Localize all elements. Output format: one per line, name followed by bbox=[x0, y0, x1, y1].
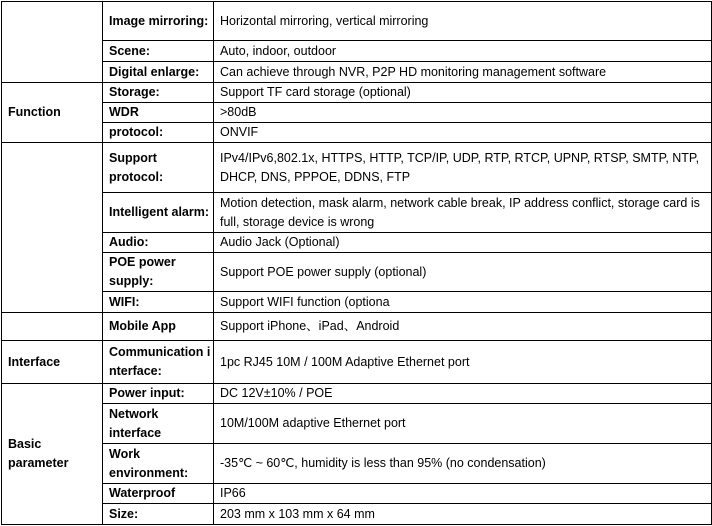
category-basic-parameter: Basic parameter bbox=[2, 384, 103, 525]
spec-key-wifi: WIFI: bbox=[103, 292, 214, 313]
spec-key-size: Size: bbox=[103, 504, 214, 525]
table-row bbox=[2, 313, 712, 341]
table-row bbox=[2, 143, 712, 193]
table-row bbox=[2, 2, 712, 41]
table-row bbox=[2, 41, 712, 62]
spec-key-scene: Scene: bbox=[103, 41, 214, 62]
table-row bbox=[2, 123, 712, 143]
spec-value-wdr: >80dB bbox=[214, 103, 712, 123]
spec-value-work-environment: -35℃ ~ 60℃, humidity is less than 95% (no condensation) bbox=[214, 444, 712, 484]
spec-key-intelligent-alarm: Intelligent alarm: bbox=[103, 193, 214, 233]
table-row bbox=[2, 253, 712, 292]
spec-key-communication-interface: Communication interface: bbox=[103, 341, 214, 384]
table-row bbox=[2, 341, 712, 384]
category-function: Function bbox=[2, 83, 103, 143]
spec-key-protocol: protocol: bbox=[103, 123, 214, 143]
spec-value-scene: Auto, indoor, outdoor bbox=[214, 41, 712, 62]
spec-value-protocol: ONVIF bbox=[214, 123, 712, 143]
spec-key-power-input: Power input: bbox=[103, 384, 214, 404]
spec-key-mobile-app: Mobile App bbox=[103, 313, 214, 341]
table-row bbox=[2, 193, 712, 233]
table-row bbox=[2, 103, 712, 123]
spec-key-poe-power-supply: POE power supply: bbox=[103, 253, 214, 292]
spec-key-wdr: WDR bbox=[103, 103, 214, 123]
table-row bbox=[2, 83, 712, 103]
spec-key-work-environment: Work environment: bbox=[103, 444, 214, 484]
spec-table bbox=[1, 1, 712, 525]
category-cell-blank bbox=[2, 143, 103, 313]
table-row bbox=[2, 484, 712, 504]
spec-key-network-interface: Network interface bbox=[103, 404, 214, 444]
table-row bbox=[2, 62, 712, 83]
spec-key-support-protocol: Support protocol: bbox=[103, 143, 214, 193]
spec-key-storage: Storage: bbox=[103, 83, 214, 103]
table-row bbox=[2, 233, 712, 253]
spec-value-digital-enlarge: Can achieve through NVR, P2P HD monitoring management software bbox=[214, 62, 712, 83]
spec-value-power-input: DC 12V±10% / POE bbox=[214, 384, 712, 404]
table-row bbox=[2, 384, 712, 404]
table-row bbox=[2, 292, 712, 313]
spec-value-size: 203 mm x 103 mm x 64 mm bbox=[214, 504, 712, 525]
spec-value-wifi: Support WIFI function (optiona bbox=[214, 292, 712, 313]
spec-value-support-protocol: IPv4/IPv6,802.1x, HTTPS, HTTP, TCP/IP, UDP, RTP, RTCP, UPNP, RTSP, SMTP, NTP, DHCP, DNS, PPPOE, DDNS, FTP bbox=[214, 143, 712, 193]
spec-value-waterproof: IP66 bbox=[214, 484, 712, 504]
spec-key-waterproof: Waterproof bbox=[103, 484, 214, 504]
category-cell-blank bbox=[2, 2, 103, 83]
spec-value-communication-interface: 1pc RJ45 10M / 100M Adaptive Ethernet port bbox=[214, 341, 712, 384]
spec-value-poe-power-supply: Support POE power supply (optional) bbox=[214, 253, 712, 292]
spec-key-audio: Audio: bbox=[103, 233, 214, 253]
spec-value-mobile-app: Support iPhone、iPad、Android bbox=[214, 313, 712, 341]
spec-value-image-mirroring: Horizontal mirroring, vertical mirroring bbox=[214, 2, 712, 41]
table-row bbox=[2, 504, 712, 525]
spec-key-image-mirroring: Image mirroring: bbox=[103, 2, 214, 41]
category-interface: Interface bbox=[2, 341, 103, 384]
table-row bbox=[2, 444, 712, 484]
table-row bbox=[2, 404, 712, 444]
spec-value-intelligent-alarm: Motion detection, mask alarm, network cable break, IP address conflict, storage card is full, storage device is wrong bbox=[214, 193, 712, 233]
spec-value-network-interface: 10M/100M adaptive Ethernet port bbox=[214, 404, 712, 444]
spec-value-storage: Support TF card storage (optional) bbox=[214, 83, 712, 103]
spec-key-digital-enlarge: Digital enlarge: bbox=[103, 62, 214, 83]
spec-value-audio: Audio Jack (Optional) bbox=[214, 233, 712, 253]
category-cell-blank bbox=[2, 313, 103, 341]
